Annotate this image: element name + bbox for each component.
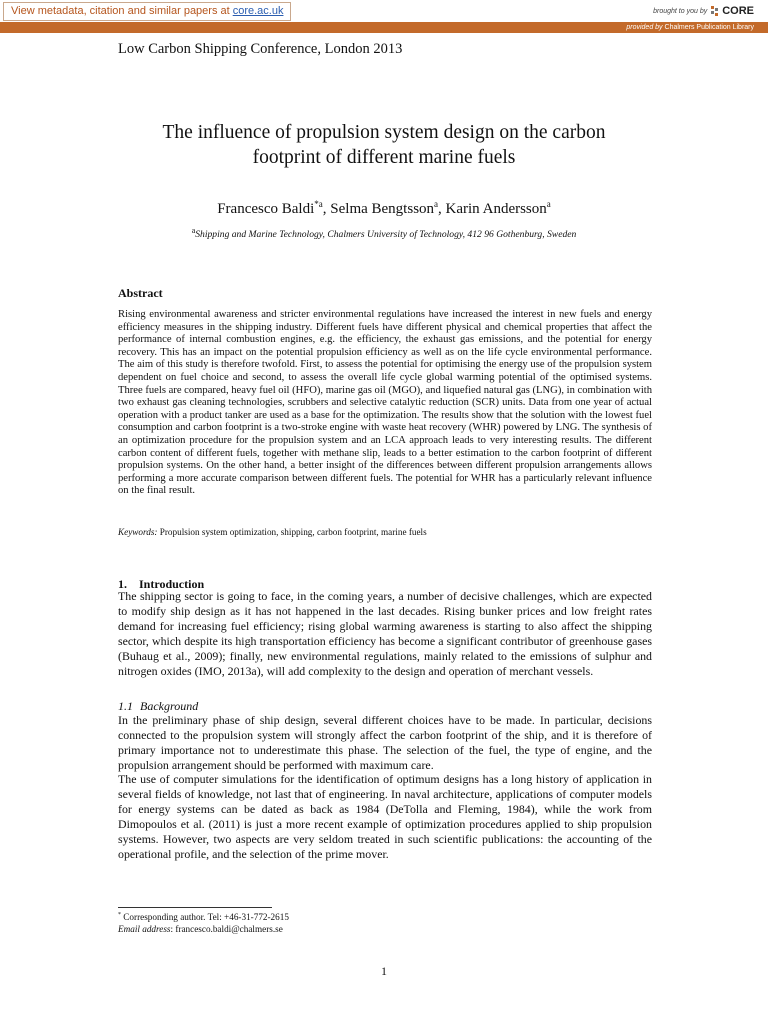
provided-by-label: provided by <box>626 24 663 31</box>
keywords-text: Propulsion system optimization, shipping, carbon footprint, marine fuels <box>159 527 427 537</box>
title-line: The influence of propulsion system design on the carbon <box>162 122 606 143</box>
abstract-text: Rising environmental awareness and stricter environmental regulations have increased the interest in new fuels and energy efficiency measures in the shipping industry. Different fuels have different physical and chemical properties that affect the performance of internal combustion engines, e.g. the efficiency, the exhaust gas emissions, and the potential for energy recovery. This has an impact on the potential propulsion efficiency as well as on the life cycle environmental performance. The aim of this study is therefore twofold. First, to assess the potential for optimising the energy use of the propulsion system dependent on fuel choice and second, to assess the overall life cycle global warming potential of the optimised systems. Three fuels are compared, heavy fuel oil (HFO), marine gas oil (MGO), and liquefied natural gas (LNG), in combination with two exhaust gas cleaning technologies, scrubbers and selective catalytic reduction (SCR) units. Data from one year of actual operation with a product tanker are used as a base for the optimization. The results show that the solution with the lowest fuel consumption and carbon footprint is a two-stroke engine with waste heat recovery (WHR) powered by LNG. The synthesis of an optimization procedure for the propulsion system and an LCA approach leads to very interesting results. The different carbon content of different fuels, together with methane slip, leads to a better estimation to the carbon footprint of different propulsion systems. On the other hand, a better insight of the differences between different propulsion arrangements allows performing a more accurate comparison between different fuels. The potential for WHR has a particularly relevant influence on the final result. <box>118 309 652 497</box>
title-line: footprint of different marine fuels <box>252 147 516 168</box>
provider-name: Chalmers Publication Library <box>664 24 754 31</box>
core-brand[interactable] <box>653 5 754 17</box>
author-list: Francesco Baldi$^{*a}$, Selma Bengtsson$^a$, Karin Andersson$^a$ <box>217 199 551 217</box>
introduction-paragraph: The shipping sector is going to face, in the coming years, a number of decisive challenges, which are expected to modify ship design as it has not happened in the last decades. Rising bunker prices and low freight rates demand for increasing fuel efficiency; rising global warming awareness is starting to also affect the shipping sector, which despite its high transportation efficiency has become a significant contributor of greenhouse gases (Buhaug et al., 2009); finally, new environmental regulations, mainly related to the emissions of sulphur and nitrogen oxides (IMO, 2013a), will add complexity to the design and operation of merchant vessels. <box>118 589 652 679</box>
affiliation-text: Shipping and Marine Technology, Chalmers University of Technology, 412 96 Gothenburg, Sweden <box>195 229 577 240</box>
core-logo-icon <box>710 5 720 17</box>
email-address: : francesco.baldi@chalmers.se <box>170 924 283 934</box>
core-provided-strip[interactable] <box>0 22 768 33</box>
footnote-corresponding <box>118 912 289 922</box>
footnote-corresponding-text: Corresponding author. Tel: +46-31-772-2615 <box>123 912 289 922</box>
footnote-email <box>118 924 283 934</box>
core-ac-uk-link[interactable]: core.ac.uk <box>232 5 284 17</box>
keywords-label: Keywords: <box>118 527 158 537</box>
brought-to-you-label: brought to you by <box>653 7 708 15</box>
page-number: 1 <box>381 964 387 978</box>
affiliation <box>0 226 768 240</box>
footnote-marker: * <box>118 912 121 918</box>
section-number: 1. <box>118 577 127 591</box>
author-name: Karin Andersson <box>445 201 547 217</box>
author-name: Selma Bengtsson <box>330 201 435 217</box>
core-banner <box>0 0 768 32</box>
footnote-rule <box>118 907 272 908</box>
email-label: Email address <box>118 924 171 934</box>
background-paragraph-1: In the preliminary phase of ship design, several different choices have to be made. In particular, decisions connected to the propulsion system will strongly affect the carbon footprint of the ship, and it is therefore of primary importance not to underestimate this phase. The selection of the fuel, the type of engine, and the propulsion arrangement should be performed with maximum care. <box>118 713 652 773</box>
author-superscript: a <box>434 199 439 209</box>
core-banner-top <box>0 0 768 22</box>
section-title: Introduction <box>139 577 205 591</box>
subsection-title: Background <box>140 699 199 713</box>
author-superscript: *a <box>314 199 323 209</box>
author-superscript: a <box>546 199 551 209</box>
affiliation-superscript: a <box>191 226 196 235</box>
keywords <box>118 527 427 537</box>
subsection-heading-background <box>118 699 198 714</box>
background-paragraph-2: The use of computer simulations for the identification of optimum designs has a long history of application in several fields of knowledge, not last that of engineering. In naval architecture, applications of computer models for energy systems can be dated as back as 1984 (DeTolla and Fleming, 1984), while the work from Dimopoulos et al. (2011) is just a more recent example of optimization procedures applied to ship propulsion systems. However, two aspects are very seldom treated in such scientific publications: the accounting of the operational profile, and the selection of the prime mover. <box>118 772 652 862</box>
core-link-prefix: View metadata, citation and similar papers at <box>11 5 230 17</box>
core-metadata-link-box[interactable] <box>3 2 291 21</box>
core-brand-name: CORE <box>722 5 754 17</box>
conference-name: Low Carbon Shipping Conference, London 2013 <box>118 41 403 57</box>
author-name: Francesco Baldi <box>217 201 315 217</box>
subsection-number: 1.1 <box>118 699 133 713</box>
abstract-heading: Abstract <box>118 286 163 300</box>
paper-title <box>100 120 668 170</box>
